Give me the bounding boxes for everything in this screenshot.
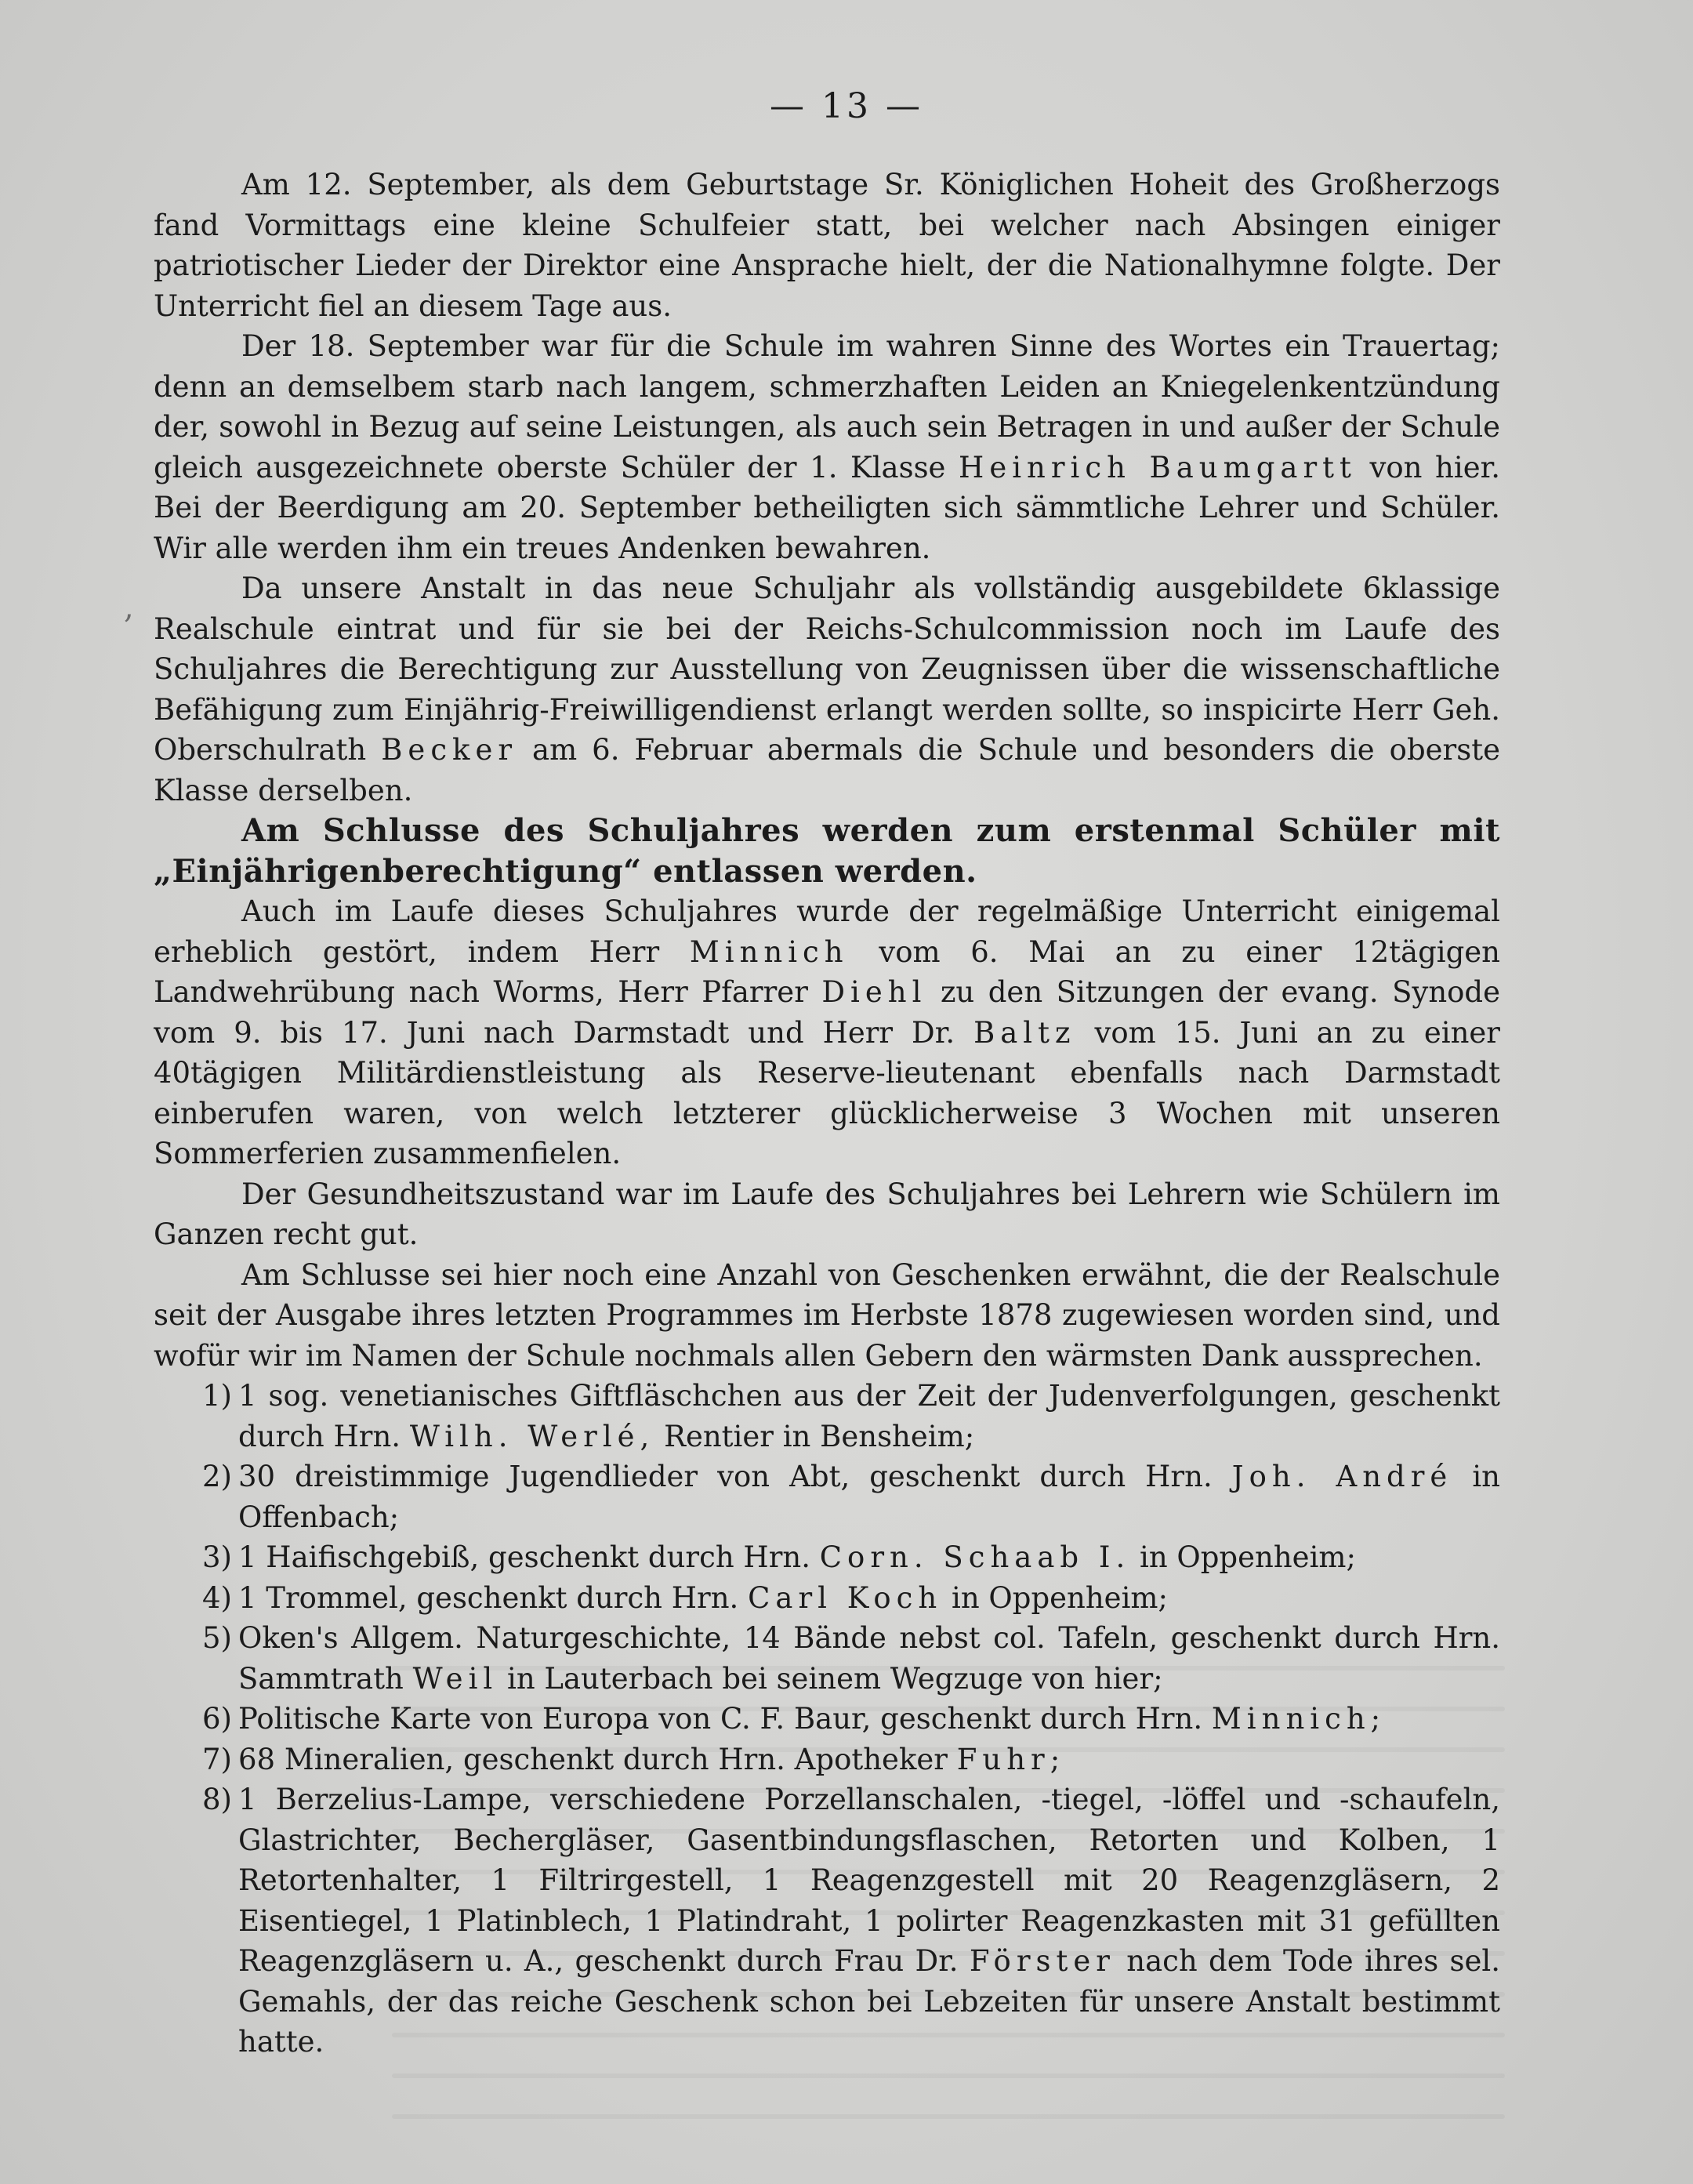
text-run: in Oppenheim; <box>952 1580 1168 1615</box>
paragraph-health: Der Gesundheitszustand war im Laufe des Schuljahres bei Lehrern wie Schülern im Ganzen recht gut. <box>154 1177 1500 1251</box>
text-run: Der 18. September war für die Schule im wahren Sinne des Wortes ein Trauertag; denn an demselbem starb nach langem, schmerzhaften Leiden an Kniegelenkentzündung der, sowohl in Bezug auf seine Leistungen, als auch sein Betragen in und außer der Schule gleich ausgezeichnete oberste Schüler der 1. Klasse <box>154 329 1500 484</box>
page-number: — 13 — <box>770 86 923 126</box>
text-run: vom 6. Mai an zu einer 12tägigen Landwehrübung nach Worms, Herr Pfarrer <box>154 934 1500 1009</box>
text-run: in Offenbach; <box>238 1460 1500 1534</box>
donor-name: Weil <box>412 1661 498 1696</box>
paragraph-inspection <box>154 568 1500 811</box>
text-run: Rentier in Bensheim; <box>664 1419 975 1453</box>
text-run: 30 dreistimmige Jugendlieder von Abt, geschenkt durch Hrn. <box>238 1460 1213 1493</box>
list-number: 6) <box>202 1702 232 1736</box>
text-run: vom 15. Juni an zu einer 40tägigen Militärdienstleistung als Reserve-lieutenant ebenfalls nach Darmstadt einberufen waren, von welch letzterer glücklicherweise 3 Wochen mit unseren Sommerferien zusammenfielen. <box>154 1015 1500 1170</box>
donor-name: Fuhr; <box>956 1742 1066 1776</box>
list-item <box>154 1618 1500 1699</box>
donor-name: Minnich; <box>1211 1702 1387 1736</box>
text-run: 1 Haifischgebiß, geschenkt durch Hrn. <box>238 1540 810 1574</box>
paragraph-birthday: Am 12. September, als dem Geburtstage Sr. Königlichen Hoheit des Großherzogs fand Vormittags eine kleine Schulfeier statt, bei welcher nach Absingen einiger patriotischer Lieder der Direktor eine Ansprache hielt, der die Nationalhymne folgte. Der Unterricht fiel an diesem Tage aus. <box>154 168 1500 323</box>
list-item <box>154 1457 1500 1537</box>
list-number: 8) <box>202 1783 232 1816</box>
text-run: 68 Mineralien, geschenkt durch Hrn. Apotheker <box>238 1742 948 1776</box>
text-run: Politische Karte von Europa von C. F. Baur, geschenkt durch Hrn. <box>238 1702 1203 1736</box>
list-item <box>154 1699 1500 1740</box>
gift-list <box>154 1376 1500 2062</box>
person-name: Baltz <box>973 1015 1076 1050</box>
list-number: 7) <box>202 1742 232 1776</box>
text-run: zu den Sitzungen der evang. Synode vom 9. bis 17. Juni nach Darmstadt und Herr Dr. <box>154 975 1501 1050</box>
paragraph-mourning <box>154 326 1500 568</box>
text-run: nach dem Tode ihres sel. Gemahls, der das reiche Geschenk schon bei Lebzeiten für unsere Anstalt bestimmt hatte. <box>238 1944 1500 2059</box>
donor-name: Wilh. Werlé, <box>409 1419 655 1453</box>
text-run: 1 Berzelius-Lampe, verschiedene Porzellanschalen, -tiegel, -löffel und -schaufeln, Glastrichter, Bechergläser, Gasentbindungsflaschen, Retorten und Kolben, 1 Retortenhalter, 1 Filtrirgestell, 1 Reagenzgestell mit 20 Reagenzgläsern, 2 Eisentiegel, 1 Platinblech, 1 Platindraht, 1 polirter Reagenzkasten mit 31 gefüllten Reagenzgläsern u. A., geschenkt durch Frau Dr. <box>238 1783 1500 1978</box>
bold-announcement: Am Schlusse des Schuljahres werden zum erstenmal Schüler mit „Einjährigenberechtigung“ entlassen werden. <box>154 812 1500 890</box>
list-number: 4) <box>202 1580 232 1615</box>
text-run: von hier. Bei der Beerdigung am 20. September betheiligten sich sämmtliche Lehrer und Schüler. Wir alle werden ihm ein treues Andenken bewahren. <box>154 450 1501 565</box>
bleed-through-line <box>392 2073 1505 2078</box>
paragraph-gifts-intro: Am Schlusse sei hier noch eine Anzahl von Geschenken erwähnt, die der Realschule seit der Ausgabe ihres letzten Programmes im Herbste 1878 zugewiesen worden sind, und wofür wir im Namen der Schule nochmals allen Gebern den wärmsten Dank aussprechen. <box>154 1257 1500 1373</box>
text-run: am 6. Februar abermals die Schule und besonders die oberste Klasse derselben. <box>154 733 1500 807</box>
donor-name: Förster <box>969 1944 1115 1978</box>
donor-name: Carl Koch <box>748 1580 943 1615</box>
list-item <box>154 1578 1500 1619</box>
bleed-through-line <box>392 2114 1505 2119</box>
donor-name: Corn. Schaab I. <box>819 1540 1131 1574</box>
student-name: Heinrich Baumgartt <box>959 450 1357 484</box>
list-number: 3) <box>202 1540 232 1574</box>
list-number: 5) <box>202 1621 232 1655</box>
margin-mark: , <box>124 590 134 626</box>
person-name: Diehl <box>821 975 927 1009</box>
text-run: in Lauterbach bei seinem Wegzuge von hier; <box>507 1661 1163 1696</box>
person-name: Becker <box>381 733 518 767</box>
text-run: 1 sog. venetianisches Giftfläschchen aus der Zeit der Judenverfolgungen, geschenkt durch Hrn. <box>238 1379 1500 1453</box>
text-run: in Oppenheim; <box>1139 1540 1356 1574</box>
list-item <box>154 1740 1500 1780</box>
list-number: 1) <box>202 1379 232 1413</box>
text-run: 1 Trommel, geschenkt durch Hrn. <box>238 1580 739 1615</box>
person-name: Minnich <box>689 934 849 969</box>
text-run: Oken's Allgem. Naturgeschichte, 14 Bände nebst col. Tafeln, geschenkt durch Hrn. Sammtrath <box>238 1621 1500 1696</box>
list-item <box>154 1537 1500 1578</box>
text-run: Auch im Laufe dieses Schuljahres wurde der regelmäßige Unterricht einigemal erheblich gestört, indem Herr <box>154 894 1500 969</box>
body-text <box>154 165 1500 2062</box>
donor-name: Joh. André <box>1231 1460 1453 1493</box>
paragraph-disruptions <box>154 891 1500 1174</box>
list-item <box>154 1376 1500 1457</box>
text-run: Da unsere Anstalt in das neue Schuljahr als vollständig ausgebildete 6klassige Realschule eintrat und für sie bei der Reichs-Schulcommission noch im Laufe des Schuljahres die Berechtigung zur Ausstellung von Zeugnissen über die wissenschaftliche Befähigung zum Einjährig-Freiwilligendienst erlangt werden sollte, so inspicirte Herr Geh. Oberschulrath <box>154 571 1500 767</box>
list-item <box>154 1779 1500 2062</box>
list-number: 2) <box>202 1460 232 1493</box>
